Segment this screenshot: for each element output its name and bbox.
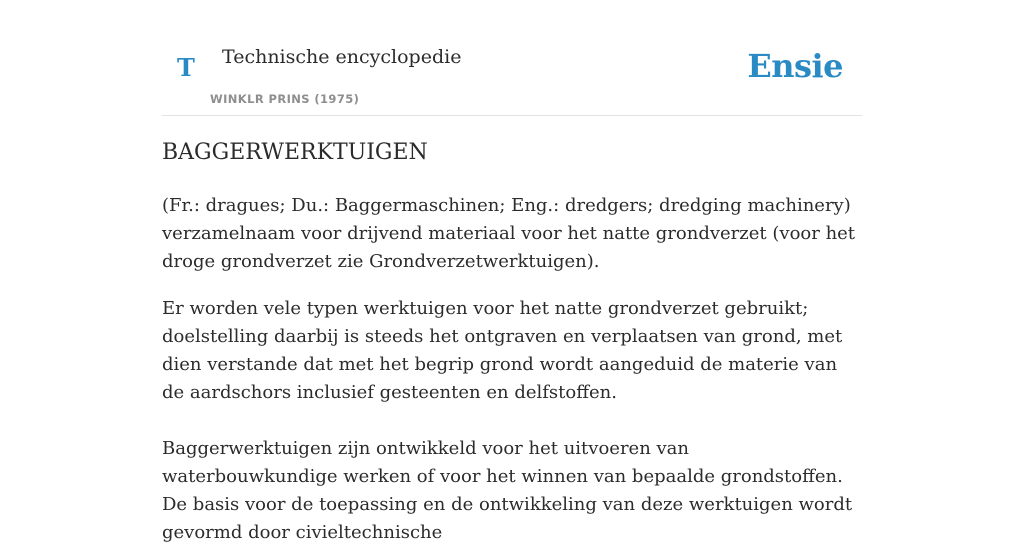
- article-paragraph-1: (Fr.: dragues; Du.: Baggermaschinen; Eng.: dredgers; dredging machinery) verzamelnaam voor drijvend materiaal voor het natte grondverzet (voor het droge grondverzet zie Grondverzetwerktuigen).: [162, 195, 856, 272]
- article-paragraph-3: Baggerwerktuigen zijn ontwikkeld voor het uitvoeren van waterbouwkundige werken of voor het winnen van bepaalde grondstoffen. De basis voor de toepassing en de ontwikkeling van deze werktuigen wordt gevormd door civieltechnische: [162, 438, 853, 543]
- site-title[interactable]: Technische encyclopedie: [222, 46, 462, 68]
- site-logo-letter[interactable]: T: [177, 53, 195, 82]
- article-title: BAGGERWERKTUIGEN: [162, 140, 428, 165]
- site-subtitle: WINKLR PRINS (1975): [210, 92, 360, 106]
- page-container: [162, 0, 862, 543]
- site-header: [162, 0, 862, 116]
- article-paragraph-2: Er worden vele typen werktuigen voor het natte grondverzet gebruikt; doelstelling daarbij is steeds het ontgraven en verplaatsen van grond, met dien verstande dat met het begrip grond wordt aangeduid de materie van de aardschors inclusief gesteenten en delfstoffen.: [162, 298, 843, 403]
- brand-logo[interactable]: Ensie: [747, 47, 843, 85]
